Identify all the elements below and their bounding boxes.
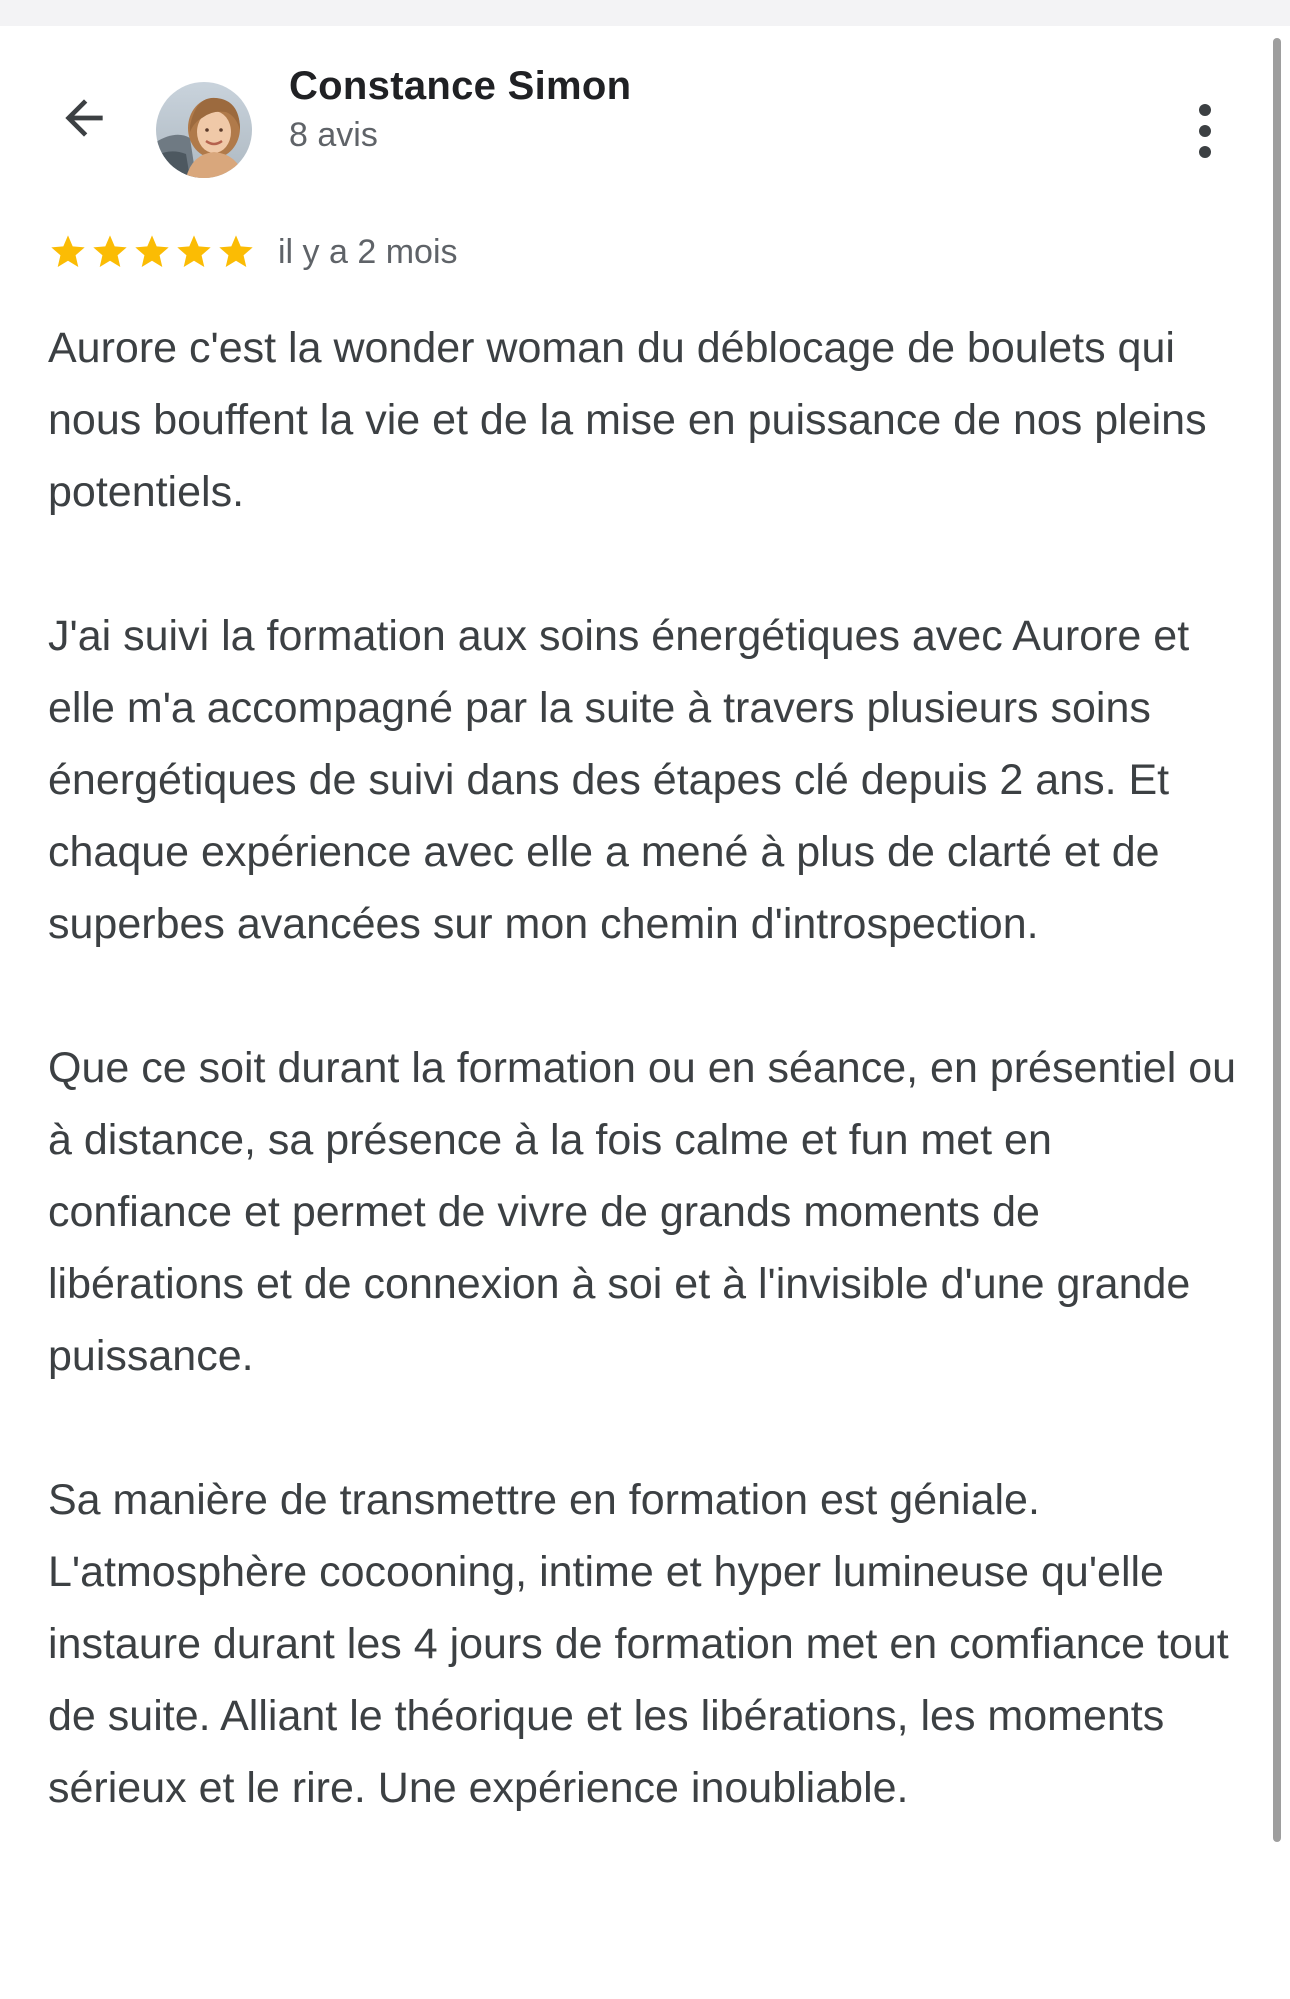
review-header <box>0 26 1290 196</box>
back-button[interactable] <box>44 78 124 158</box>
scrollbar[interactable] <box>1273 38 1281 1842</box>
review-text <box>48 312 1243 1896</box>
avatar-photo <box>156 82 252 178</box>
star-icon <box>216 232 256 272</box>
review-paragraph: Aurore c'est la wonder woman du déblocage de boulets qui nous bouffent la vie et de la mise en puissance de nos pleins potentiels. <box>48 324 1207 516</box>
status-bar-strip <box>0 0 1290 26</box>
review-paragraph: J'ai suivi la formation aux soins énergétiques avec Aurore et elle m'a accompagné par la suite à travers plusieurs soins énergétiques de suivi dans des étapes clé depuis 2 ans. Et chaque expérience avec elle a mené à plus de clarté et de superbes avancées sur mon chemin d'introspection. <box>48 612 1190 948</box>
star-icon <box>132 232 172 272</box>
review-paragraph: Sa manière de transmettre en formation est géniale. L'atmosphère cocooning, intime et hyper lumineuse qu'elle instaure durant les 4 jours de formation met en comfiance tout de suite. Alliant le théorique et les libérations, les moments sérieux et le rire. Une expérience inoubliable. <box>48 1476 1229 1812</box>
arrow-back-icon <box>56 90 112 146</box>
more-options-button[interactable] <box>1175 86 1235 176</box>
review-paragraph: Que ce soit durant la formation ou en séance, en présentiel ou à distance, sa présence à la fois calme et fun met en confiance et permet de vivre de grands moments de libérations et de connexion à soi et à l'invisible d'une grande puissance. <box>48 1044 1237 1380</box>
review-count: 8 avis <box>289 116 378 154</box>
avatar[interactable] <box>156 82 252 178</box>
star-rating <box>48 232 256 272</box>
rating-row <box>48 228 458 276</box>
review-date: il y a 2 mois <box>278 232 458 271</box>
star-icon <box>174 232 214 272</box>
star-icon <box>48 232 88 272</box>
reviewer-name[interactable]: Constance Simon <box>289 64 632 108</box>
more-vert-icon <box>1195 103 1215 159</box>
star-icon <box>90 232 130 272</box>
